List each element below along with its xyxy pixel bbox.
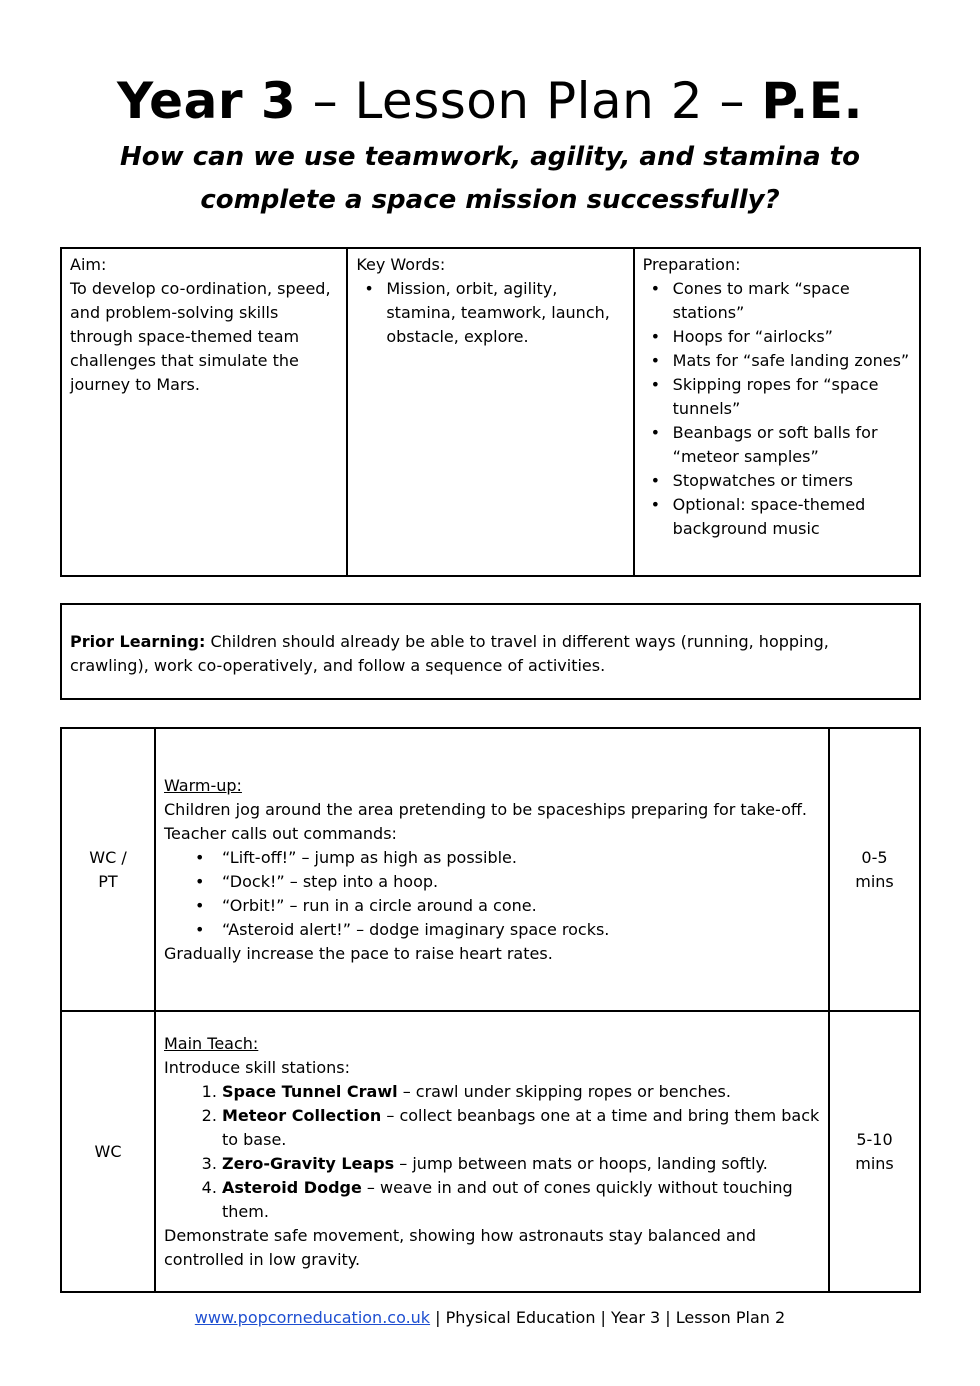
main-group: WC	[94, 1141, 122, 1161]
keywords-item: • Mission, orbit, agility, stamina, teamwork, launch, obstacle, explore.	[386, 277, 624, 349]
warmup-group-cell	[61, 728, 155, 1011]
preparation-cell	[634, 248, 920, 576]
preparation-item: • Beanbags or soft balls for “meteor samples”	[673, 421, 911, 469]
station-desc: – weave in and out of cones quickly without touching them.	[222, 1177, 793, 1221]
footer-text: | Physical Education | Year 3 | Lesson Plan 2	[430, 1308, 786, 1327]
overview-table	[60, 247, 921, 577]
preparation-item: • Cones to mark “space stations”	[673, 277, 911, 325]
station-name: Space Tunnel Crawl	[222, 1081, 398, 1101]
title-year: Year 3	[117, 72, 297, 130]
preparation-list	[643, 277, 911, 541]
station-item	[222, 1176, 820, 1224]
station-name: Meteor Collection	[222, 1105, 382, 1125]
warmup-cell	[155, 728, 829, 1011]
keywords-list	[356, 277, 624, 349]
website-link[interactable]: www.popcorneducation.co.uk	[194, 1308, 431, 1327]
preparation-label: Preparation:	[642, 255, 741, 274]
lesson-table	[60, 727, 921, 1293]
page-footer	[0, 1306, 980, 1330]
warmup-commands	[164, 846, 820, 942]
warmup-command: • “Asteroid alert!” – dodge imaginary space rocks.	[222, 918, 820, 942]
preparation-item: • Optional: space-themed background music	[673, 493, 911, 541]
page-title	[0, 66, 980, 136]
main-teach-cell	[155, 1011, 829, 1292]
station-name: Asteroid Dodge	[222, 1177, 362, 1197]
main-outro: Demonstrate safe movement, showing how astronauts stay balanced and controlled in low gravity.	[164, 1225, 757, 1269]
main-time-cell	[829, 1011, 920, 1292]
warmup-time: 0-5 mins	[855, 847, 894, 891]
station-list	[164, 1080, 820, 1224]
warmup-command: • “Lift-off!” – jump as high as possible.	[222, 846, 820, 870]
preparation-item: • Hoops for “airlocks”	[673, 325, 911, 349]
aim-cell	[61, 248, 347, 576]
preparation-item: • Mats for “safe landing zones”	[673, 349, 911, 373]
warmup-intro-commands: Teacher calls out commands:	[164, 823, 397, 843]
preparation-item: • Stopwatches or timers	[673, 469, 911, 493]
prior-learning-text: Children should already be able to travel in different ways (running, hopping, crawling), work co-operatively, and follow a sequence of activities.	[70, 632, 829, 675]
warmup-intro: Children jog around the area pretending to be spaceships preparing for take-off.	[164, 799, 807, 819]
main-time: 5-10 mins	[855, 1129, 894, 1173]
warmup-command: • “Dock!” – step into a hoop.	[222, 870, 820, 894]
warmup-outro: Gradually increase the pace to raise heart rates.	[164, 943, 553, 963]
prior-learning-label: Prior Learning:	[70, 632, 206, 651]
prior-learning-cell	[61, 604, 920, 699]
prior-learning-box	[60, 603, 921, 700]
lesson-question: How can we use teamwork, agility, and stamina to complete a space mission successfully?	[120, 142, 860, 215]
station-item	[222, 1080, 820, 1104]
aim-label: Aim:	[70, 255, 107, 274]
station-desc: – crawl under skipping ropes or benches.	[397, 1081, 731, 1101]
title-middle: – Lesson Plan 2 –	[296, 72, 762, 130]
station-name: Zero-Gravity Leaps	[222, 1153, 395, 1173]
keywords-label: Key Words:	[356, 255, 446, 274]
station-item	[222, 1104, 820, 1152]
station-desc: – jump between mats or hoops, landing softly.	[394, 1153, 768, 1173]
station-desc: – collect beanbags one at a time and bring them back to base.	[222, 1105, 820, 1149]
station-item	[222, 1152, 820, 1176]
preparation-item: • Skipping ropes for “space tunnels”	[673, 373, 911, 421]
keywords-cell	[347, 248, 633, 576]
title-subject: P.E.	[761, 72, 863, 130]
main-group-cell	[61, 1011, 155, 1292]
warmup-group: WC / PT	[89, 847, 127, 891]
main-heading: Main Teach:	[164, 1033, 259, 1053]
warmup-heading: Warm-up:	[164, 775, 242, 795]
warmup-time-cell	[829, 728, 920, 1011]
main-intro: Introduce skill stations:	[164, 1057, 350, 1077]
warmup-command: • “Orbit!” – run in a circle around a cone.	[222, 894, 820, 918]
aim-text: To develop co-ordination, speed, and problem-solving skills through space-themed team challenges that simulate the journey to Mars.	[70, 279, 331, 394]
